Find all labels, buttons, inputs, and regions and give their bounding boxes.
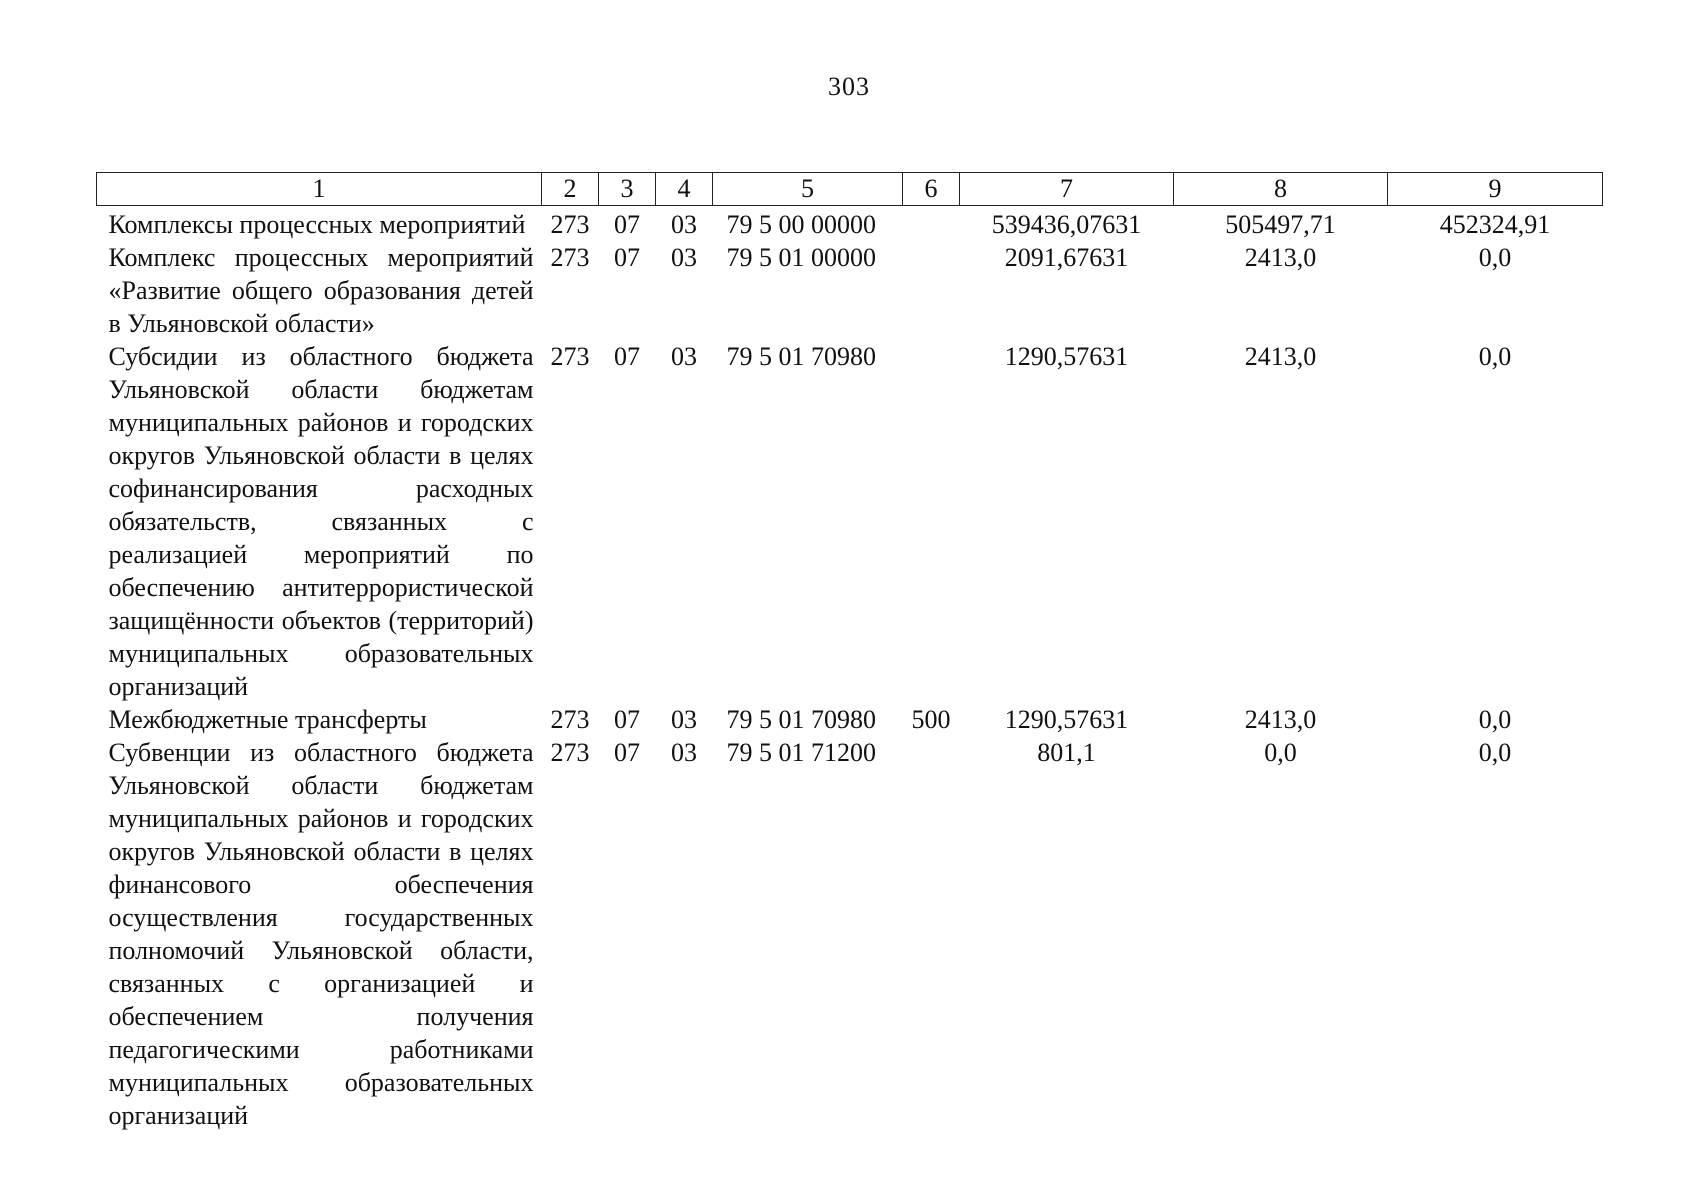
row-col-2: 273 [550,738,590,767]
column-header-6: 6 [903,173,960,206]
column-header-3: 3 [599,173,656,206]
row-col-3: 07 [614,243,640,272]
row-col-2: 273 [550,705,590,734]
row-col-8: 2413,0 [1244,705,1317,734]
column-header-9: 9 [1388,173,1603,206]
row-name: Комплекс процессных мероприятий «Развитие общего образования детей в Ульяновской области» [108,243,534,338]
row-col-2: 273 [550,210,590,239]
header-row [97,173,1603,206]
column-header-7: 7 [960,173,1174,206]
row-col-6: 500 [911,705,951,734]
row-col-7: 801,1 [1037,738,1096,767]
column-header-2: 2 [542,173,599,206]
row-col-5: 79 5 01 71200 [726,738,876,767]
column-header-8: 8 [1174,173,1388,206]
row-col-5: 79 5 01 70980 [726,342,876,371]
row-name: Межбюджетные трансферты [108,705,427,734]
row-col-7: 539436,07631 [991,210,1142,239]
row-col-6 [903,736,960,1132]
row-col-7: 1290,57631 [1004,705,1129,734]
row-col-3: 07 [614,738,640,767]
row-col-9: 0,0 [1478,738,1512,767]
row-col-8: 0,0 [1264,738,1297,767]
table-row [97,241,1603,340]
table-row [97,736,1603,1132]
row-col-6 [903,241,960,340]
row-col-9: 452324,91 [1439,210,1551,239]
row-col-5: 79 5 01 70980 [726,705,876,734]
budget-table [96,172,1603,1132]
row-col-3: 07 [614,342,640,371]
row-col-4: 03 [671,738,697,767]
row-col-3: 07 [614,705,640,734]
row-col-8: 2413,0 [1244,243,1317,272]
row-col-4: 03 [671,210,697,239]
page-number: 303 [828,72,870,101]
row-col-4: 03 [671,705,697,734]
row-name: Субвенции из областного бюджета Ульяновской области бюджетам муниципальных районов и городских округов Ульяновской области в целях финансового обеспечения осуществления государственных полномочий Ульяновской области, связанных с организацией и обеспечением получения педагогическими работниками муниципальных образовательных организаций [108,738,534,1130]
table-row [97,703,1603,736]
row-col-5: 79 5 00 00000 [726,210,876,239]
row-col-2: 273 [550,243,590,272]
column-header-5: 5 [713,173,903,206]
row-col-2: 273 [550,342,590,371]
row-col-8: 505497,71 [1225,210,1336,239]
column-header-1: 1 [97,173,542,206]
row-col-9: 0,0 [1478,243,1512,272]
row-col-5: 79 5 01 00000 [726,243,876,272]
table-row [97,206,1603,242]
column-header-4: 4 [656,173,713,206]
row-col-8: 2413,0 [1244,342,1317,371]
row-col-7: 1290,57631 [1004,342,1129,371]
row-col-3: 07 [614,210,640,239]
table-row [97,340,1603,703]
table-body [97,206,1603,1133]
row-col-7: 2091,67631 [1004,243,1129,272]
row-col-4: 03 [671,243,697,272]
row-col-4: 03 [671,342,697,371]
row-col-6 [903,340,960,703]
table-header [97,173,1603,206]
row-col-9: 0,0 [1478,342,1512,371]
row-col-6 [903,206,960,242]
row-name: Комплексы процессных мероприятий [108,210,526,239]
row-col-9: 0,0 [1478,705,1512,734]
row-name: Субсидии из областного бюджета Ульяновской области бюджетам муниципальных районов и городских округов Ульяновской области в целях софинансирования расходных обязательств, связанных с реализацией мероприятий по обеспечению антитеррористической защищённости объектов (территорий) муниципальных образовательных организаций [108,342,534,701]
